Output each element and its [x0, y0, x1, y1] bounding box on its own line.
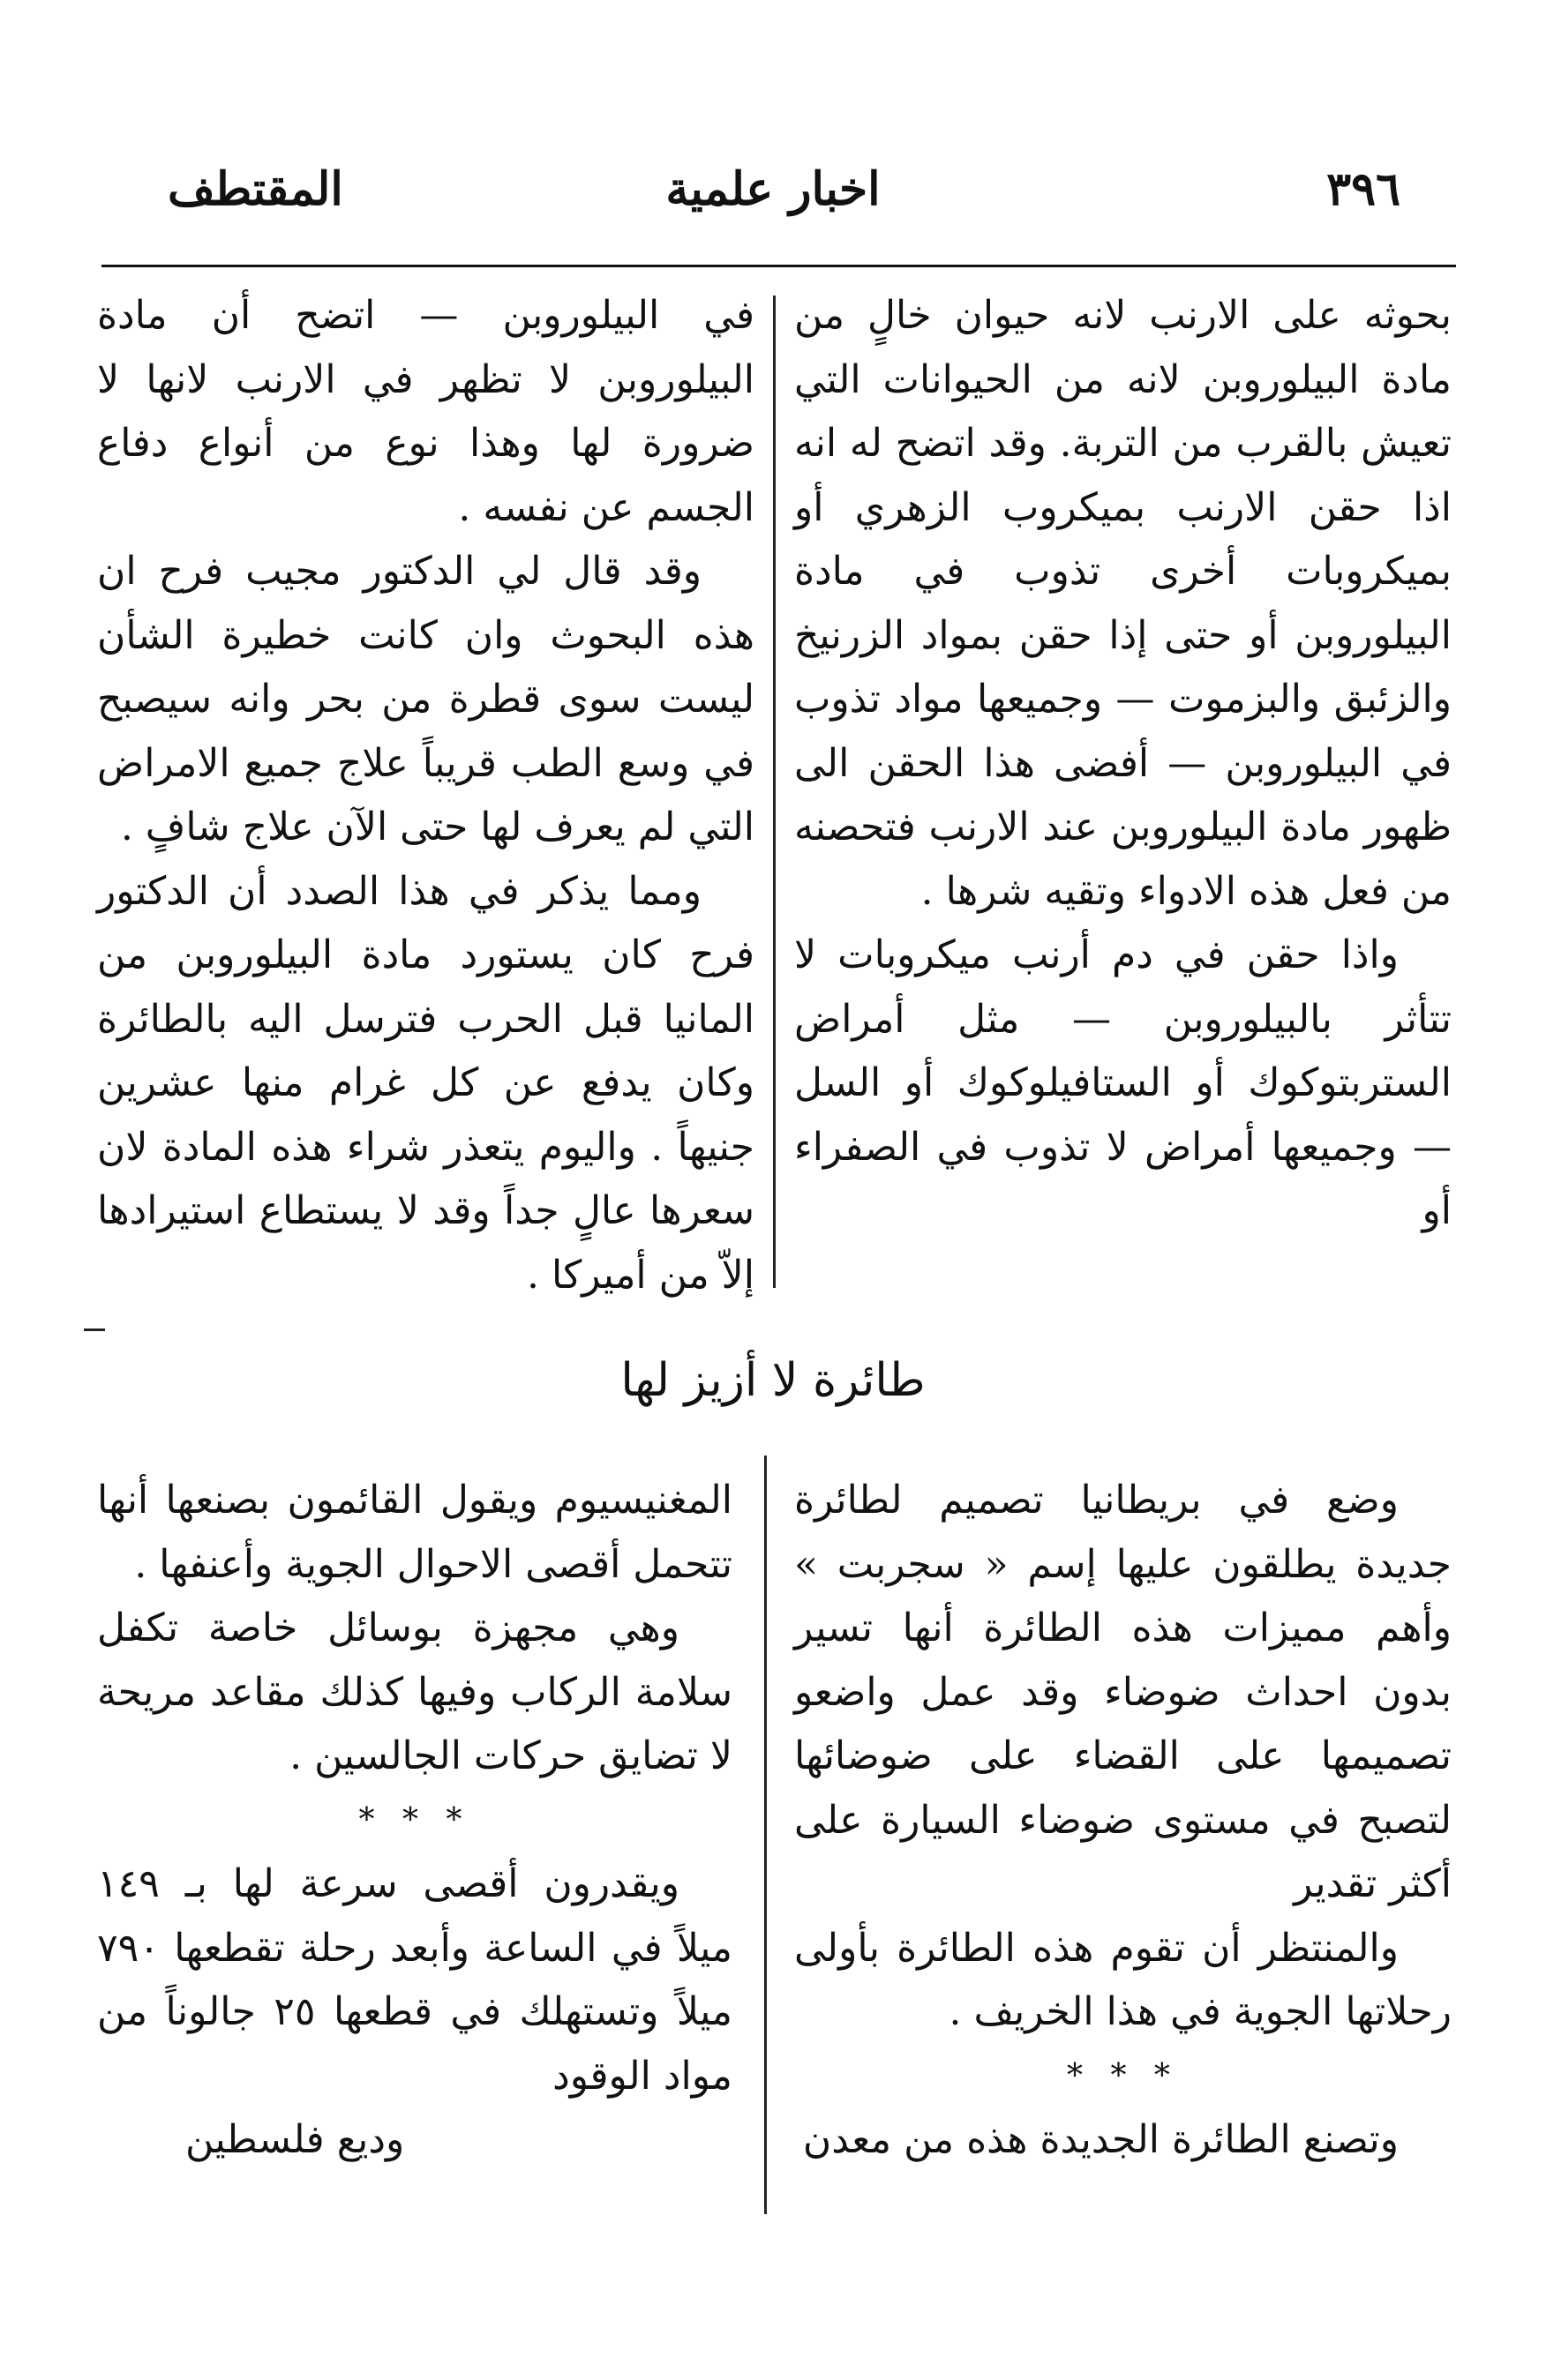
journal-name: المقتطف: [168, 162, 343, 216]
article2-title: طائرة لا أزيز لها: [620, 1354, 926, 1407]
paragraph: وتصنع الطائرة الجديدة هذه من معدن: [802, 2117, 1399, 2162]
paragraph: واذا حقن في دم أرنب ميكروبات لا تتأثر بالبيلوروبن — مثل أمراض الستربتوكوك أو الستافيلوكوك أو السل — وجميعها أمراض لا تذوب في الصفراء أو: [794, 932, 1452, 1233]
paragraph: وقد قال لي الدكتور مجيب فرح ان هذه البحوث وان كانت خطيرة الشأن ليست سوى قطرة من بحر وانه سيصبح في وسع الطب قريباً علاج جميع الامراض التي لم يعرف لها حتى الآن علاج شافٍ .: [97, 549, 754, 849]
article1-left-column: [97, 284, 754, 1307]
author-signature: وديع فلسطين: [185, 2117, 405, 2162]
paragraph: وضع في بريطانيا تصميم لطائرة جديدة يطلقون عليها إسم « سجربت » وأهم مميزات هذه الطائرة أنها تسير بدون احداث ضوضاء وقد عمل واضعو تصميمها على القضاء على ضوضائها لتصبح في مستوى ضوضاء السيارة على أكثر تقدير: [794, 1478, 1452, 1906]
paragraph: ومما يذكر في هذا الصدد أن الدكتور فرح كان يستورد مادة البيلوروبن من المانيا قبل الحرب فترسل اليه بالطائرة وكان يدفع عن كل غرام منها عشرين جنيهاً . واليوم يتعذر شراء هذه المادة لان سعرها عالٍ جداً وقد لا يستطاع استيرادها إلاّ من أميركا .: [97, 868, 754, 1298]
section-title: اخبار علمية: [665, 162, 881, 216]
article2-left-column: [97, 1469, 732, 2173]
page-header: [0, 0, 1546, 273]
section-separator: * * *: [1067, 2057, 1179, 2094]
paragraph: المغنيسيوم ويقول القائمون بصنعها أنها تتحمل أقصى الاحوال الجوية وأعنفها .: [97, 1478, 732, 1587]
paragraph: والمنتظر أن تقوم هذه الطائرة بأولى رحلاتها الجوية في هذا الخريف .: [794, 1925, 1452, 2034]
paragraph: في البيلوروبن — اتضح أن مادة البيلوروبن لا تظهر في الارنب لانها لا ضرورة لها وهذا نوع من أنواع دفاع الجسم عن نفسه .: [97, 293, 754, 530]
header-rule: [101, 265, 1456, 267]
page-number: ٣٩٦: [1326, 162, 1400, 216]
section-divider-mark: [84, 1328, 105, 1331]
article1-right-column: [794, 284, 1452, 1244]
column-divider: [764, 1456, 767, 2214]
article2-right-column: [794, 1469, 1452, 2173]
paragraph: بحوثه على الارنب لانه حيوان خالٍ من مادة البيلوروبن لانه من الحيوانات التي تعيش بالقرب من التربة. وقد اتضح له انه اذا حقن الارنب بميكروب الزهري أو بميكروبات أخرى تذوب في مادة البيلوروبن أو حتى إذا حقن بمواد الزرنيخ والزئبق والبزموت — وجميعها مواد تذوب في البيلوروبن — أفضى هذا الحقن الى ظهور مادة البيلوروبن عند الارنب فتحصنه من فعل هذه الادواء وتقيه شرها .: [794, 293, 1452, 914]
section-separator: * * *: [358, 1801, 471, 1838]
paragraph: وهي مجهزة بوسائل خاصة تكفل سلامة الركاب وفيها كذلك مقاعد مريحة لا تضايق حركات الجالسين .: [97, 1605, 732, 1778]
paragraph: ويقدرون أقصى سرعة لها بـ ١٤٩ ميلاً في الساعة وأبعد رحلة تقطعها ٧٩٠ ميلاً وتستهلك في قطعها ٢٥ جالوناً من مواد الوقود: [97, 1861, 732, 2099]
column-divider: [773, 296, 776, 1288]
